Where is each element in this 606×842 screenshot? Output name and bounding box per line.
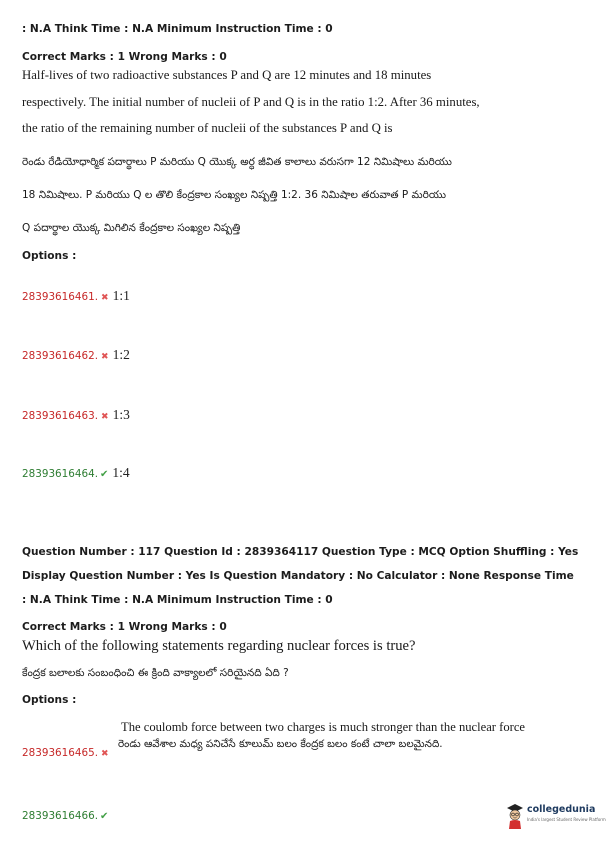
question-text-line: the ratio of the remaining number of nucleii of the substances P and Q is (22, 121, 393, 135)
option-id: 28393616462. (22, 350, 99, 362)
wrong-cross-icon: ✖ (101, 352, 109, 362)
logo-wordmark: collegedunia (527, 804, 596, 815)
logo-tagline: India's largest Student Review Platform (527, 817, 606, 822)
option-value: 1:4 (112, 465, 130, 480)
option-id: 28393616465. (22, 747, 99, 759)
question-telugu-line: రెండు రేడియోధార్మిక పదార్థాలు P మరియు Q యొక్క అర్ధ జీవిత కాలాలు వరుసగా 12 నిమిషాలు మరియు (22, 156, 452, 168)
question-meta-line: Display Question Number : Yes Is Question Mandatory : No Calculator : None Response Time (22, 570, 574, 582)
question-telugu-line: 18 నిమిషాలు. P మరియు Q ల తొలి కేంద్రకాల సంఖ్యల నిష్పత్తి 1:2. 36 నిమిషాల తరువాత P మరియు (22, 189, 446, 201)
option-row[interactable] (22, 741, 109, 760)
option-value: 1:3 (112, 407, 130, 422)
correct-check-icon: ✔ (100, 469, 109, 480)
question-telugu-line: Q పదార్థాల యొక్క మిగిలిన కేంద్రకాల సంఖ్యల నిష్పత్తి (22, 222, 241, 234)
option-text-telugu: రెండు ఆవేశాల మధ్య పనిచేసే కూలుమ్ బలం కేంద్రక బలం కంటే చాలా బలమైనది. (118, 738, 443, 750)
question-text-line: respectively. The initial number of nucleii of P and Q is in the ratio 1:2. After 36 minutes, (22, 95, 480, 109)
option-row[interactable] (22, 344, 130, 363)
option-text-english: The coulomb force between two charges is much stronger than the nuclear force (121, 720, 526, 734)
option-row[interactable] (22, 462, 130, 481)
wrong-cross-icon: ✖ (101, 293, 109, 303)
mascot-icon (505, 802, 525, 830)
option-value: 1:2 (112, 347, 130, 362)
question-text: Which of the following statements regarding nuclear forces is true? (22, 638, 416, 654)
options-label: Options : (22, 250, 77, 262)
question-telugu: కేంద్రక బలాలకు సంబంధించి ఈ క్రింది వాక్యాలలో సరియైనది ఏది ? (22, 667, 289, 679)
question-meta-line: Question Number : 117 Question Id : 2839364117 Question Type : MCQ Option Shuffling : Yes (22, 546, 579, 558)
option-id: 28393616466. (22, 810, 99, 822)
option-row[interactable] (22, 404, 130, 423)
wrong-cross-icon: ✖ (101, 412, 109, 422)
option-row[interactable] (22, 285, 130, 304)
marks-line: Correct Marks : 1 Wrong Marks : 0 (22, 621, 227, 633)
question-text-line: Half-lives of two radioactive substances P and Q are 12 minutes and 18 minutes (22, 68, 432, 82)
option-id: 28393616463. (22, 410, 99, 422)
collegedunia-logo (505, 802, 606, 832)
option-row[interactable] (22, 804, 108, 823)
option-id: 28393616464. (22, 468, 99, 480)
meta-line: : N.A Think Time : N.A Minimum Instruction Time : 0 (22, 23, 333, 35)
marks-line: Correct Marks : 1 Wrong Marks : 0 (22, 51, 227, 63)
correct-check-icon: ✔ (100, 811, 109, 822)
option-value: 1:1 (112, 288, 130, 303)
option-id: 28393616461. (22, 291, 99, 303)
options-label: Options : (22, 694, 77, 706)
question-meta-line: : N.A Think Time : N.A Minimum Instruction Time : 0 (22, 594, 333, 606)
wrong-cross-icon: ✖ (101, 749, 109, 759)
